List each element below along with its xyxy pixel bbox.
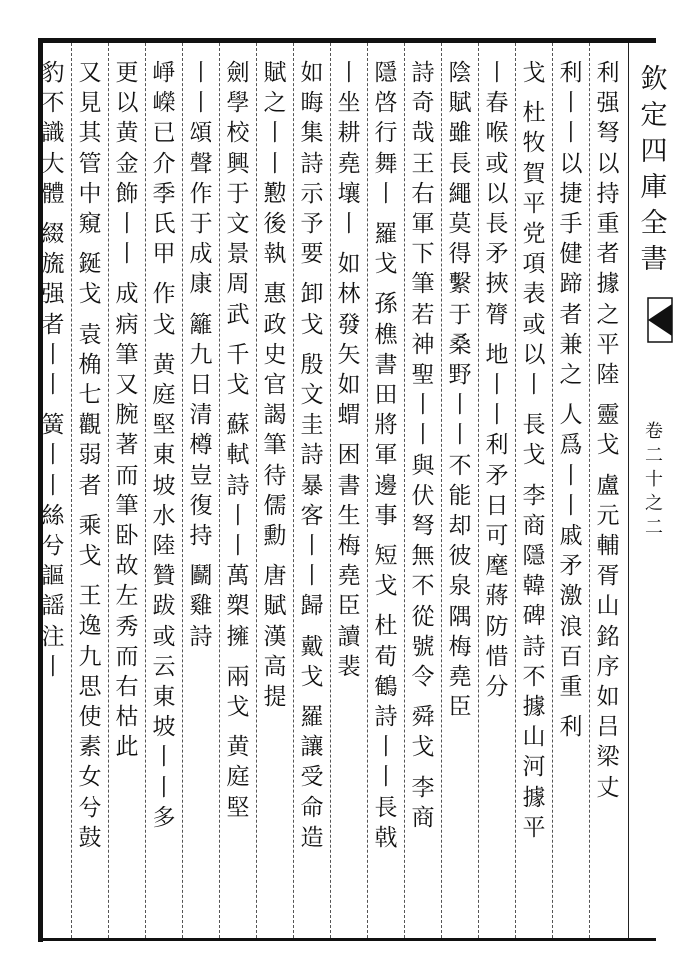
text-column: 戈 杜 牧 賀 平 党 項 表 或 以 丨 長 戈 李 商 隱 韓 碑 詩 不 據 山 河 據 平 (522, 60, 546, 841)
column-rule (71, 43, 72, 938)
text-column: 詩 奇 哉 王 右 軍 下 筆 若 神 聖 丨 丨 與 伏 弩 無 不 從 號 令 舜 戈 李 商 (411, 60, 435, 831)
column-rule (441, 43, 442, 938)
column-rule (293, 43, 294, 938)
column-rule (145, 43, 146, 938)
volume-label: 卷 二 十 之 二 (645, 421, 663, 538)
column-rule (515, 43, 516, 938)
text-column: 更 以 黄 金 飾 丨 丨 成 病 筆 又 腕 著 而 筆 卧 故 左 秀 而 右 枯 此 (115, 60, 139, 761)
column-rule (219, 43, 220, 938)
column-rule (256, 43, 257, 938)
text-column: 丨 坐 耕 堯 壤 丨 如 林 發 矢 如 蝟 困 書 生 梅 堯 臣 讀 裴 (337, 60, 361, 680)
column-rule (330, 43, 331, 938)
text-column: 陰 賦 雖 長 繩 莫 得 繫 于 桑 野 丨 丨 不 能 却 彼 泉 隅 梅 堯 臣 (448, 60, 472, 721)
text-column: 又 見 其 管 中 窺 鋋 戈 袁 桷 七 觀 弱 者 乘 戈 王 逸 九 思 使 素 女 兮 鼓 (78, 60, 102, 851)
column-rule (182, 43, 183, 938)
text-column: 如 晦 集 詩 示 予 要 卸 戈 殷 文 圭 詩 暴 客 丨 丨 歸 戴 戈 羅 讓 受 命 造 (300, 60, 324, 851)
column-rule (367, 43, 368, 938)
frame-top-border (38, 38, 656, 43)
text-column: 崢 嶸 已 介 季 氏 甲 作 戈 黄 庭 堅 東 坡 水 陸 贊 跋 或 云 東 坡 丨 丨 多 (152, 60, 176, 831)
text-column: 隱 啓 行 舞 丨 羅 戈 孫 樵 書 田 將 軍 邊 事 短 戈 杜 荀 鶴 詩 丨 丨 長 戟 (374, 60, 398, 851)
frame-bottom-border (38, 938, 656, 941)
margin-rule (628, 43, 629, 938)
text-column: 劍 學 校 興 于 文 景 周 武 千 戈 蘇 軾 詩 丨 丨 萬 槊 擁 兩 戈 黄 庭 堅 (226, 60, 250, 821)
column-rule (589, 43, 590, 938)
text-column: 豹 不 識 大 體 綴 旒 强 者 丨 丨 簧 丨 丨 絲 兮 謳 謡 注 丨 (41, 60, 65, 680)
text-column: 丨 春 喉 或 以 長 矛 挾 膂 地 丨 丨 利 矛 日 可 麾 蔣 防 惜 分 (485, 60, 509, 701)
column-rule (108, 43, 109, 938)
text-column: 利 强 弩 以 持 重 者 據 之 平 陸 靈 戈 盧 元 輔 胥 山 銘 序 如 吕 梁 丈 (596, 60, 620, 801)
text-column: 丨 丨 頌 聲 作 于 成 康 籬 九 日 清 樽 豈 復 持 鬬 雞 詩 (189, 60, 213, 650)
column-rule (404, 43, 405, 938)
text-column: 賦 之 丨 丨 懃 後 執 惠 政 史 官 謁 筆 待 儒 勳 唐 賦 漢 高 提 (263, 60, 287, 711)
text-column: 利 丨 丨 以 捷 手 健 蹄 者 兼 之 人 爲 丨 丨 戚 矛 激 浪 百 重 利 (559, 60, 583, 741)
column-rule (478, 43, 479, 938)
book-title: 欽 定 四 庫 全 書 (640, 64, 668, 275)
fishtail-mark-icon (646, 296, 674, 344)
